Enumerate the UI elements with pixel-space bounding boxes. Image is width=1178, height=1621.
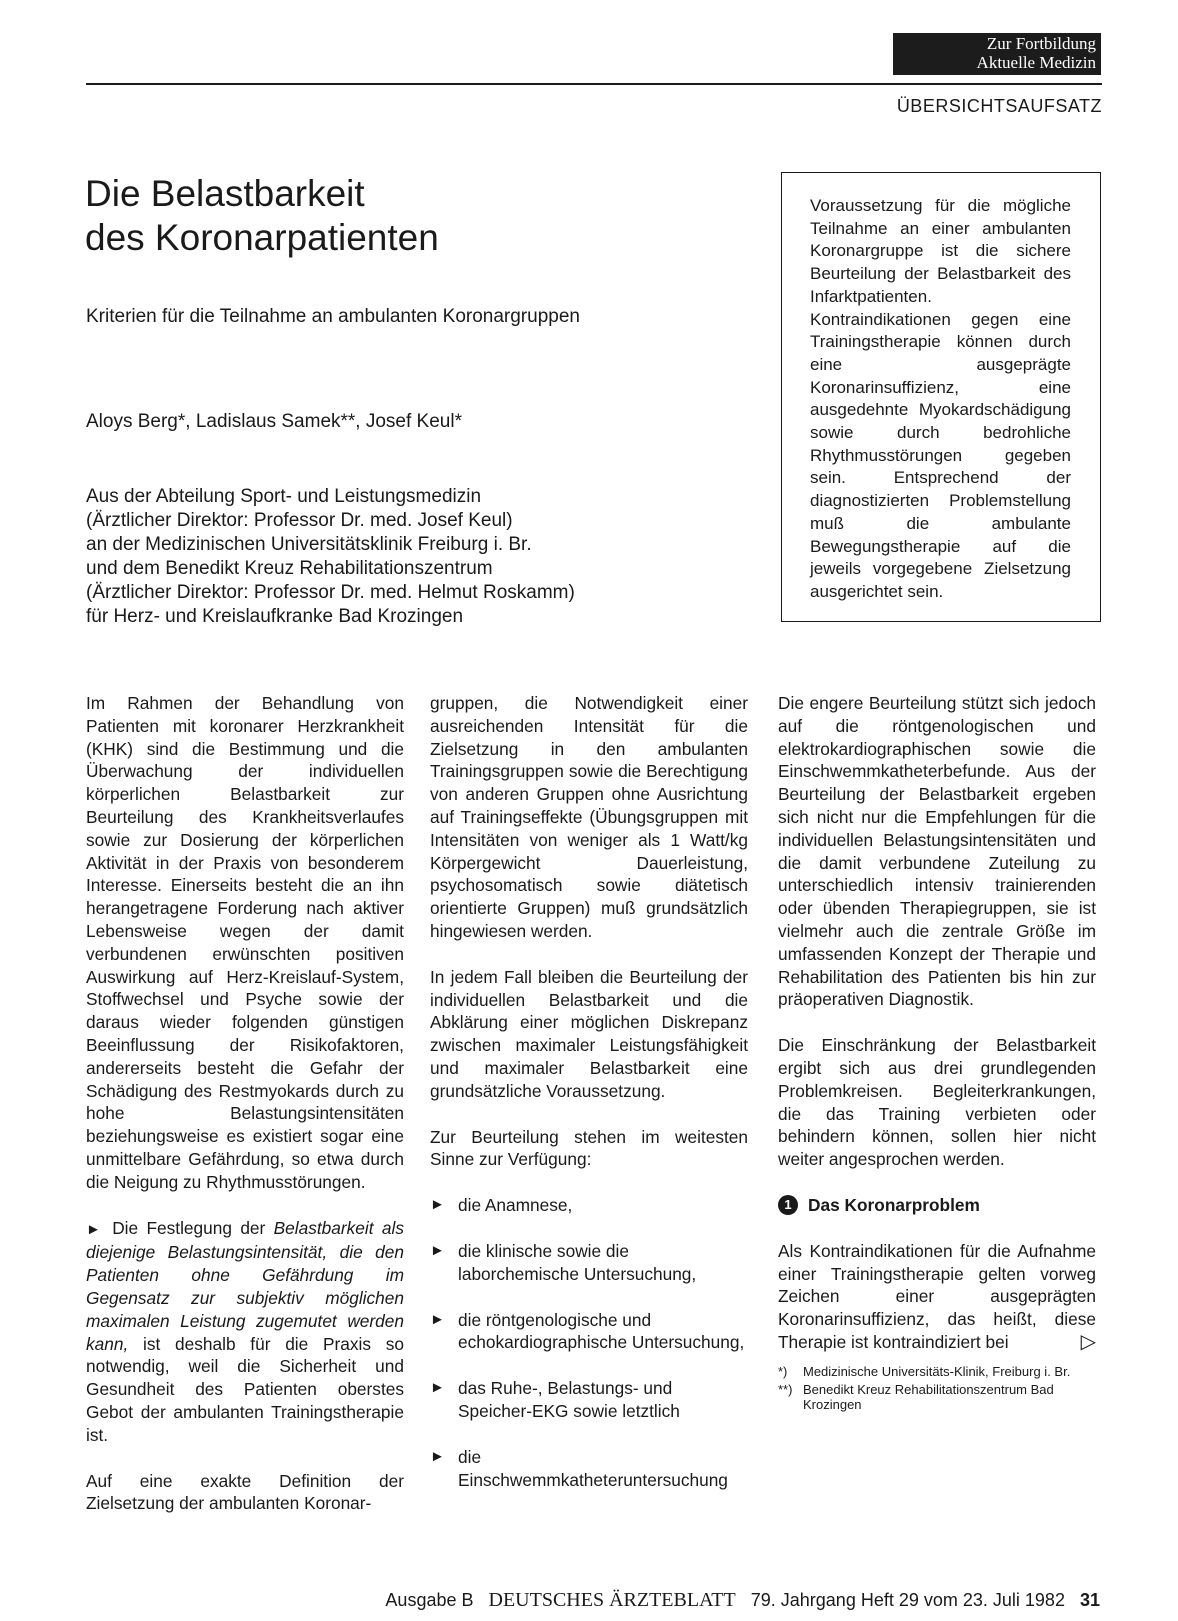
footnote-mark: *) (778, 1363, 788, 1379)
paragraph: Zur Beurteilung stehen im weitesten Sinne zur Verfügung: (430, 1126, 748, 1170)
page-footer (300, 1589, 1100, 1612)
section-heading-text: Das Koronarproblem (808, 1194, 980, 1215)
paragraph: Auf eine exakte Definition der Zielsetzung der ambulanten Koronar- (86, 1470, 404, 1514)
list-item-text: die röntgenologische und echokardiographische Untersuchung, (458, 1309, 745, 1353)
text-column-2 (430, 692, 748, 1491)
abstract-text: Voraussetzung für die mögliche Teilnahme an einer ambulanten Koronargruppe ist die sichere Beurteilung der Belastbarkeit des Infarktpatienten. Kontraindikationen gegen eine Trainingstherapie können durch eine ausgeprägte Koronarinsuffizienz, eine ausgedehnte Myokardschädigung sowie durch bedrohliche Rhythmusstörungen gegeben sein. Entsprechend der diagnostizierten Problemstellung muß die ambulante Bewegungstherapie auf die jeweils vorgegebene Zielsetzung ausgerichtet sein. (810, 196, 1071, 601)
section-tag-line-2: Aktuelle Medizin (976, 53, 1096, 72)
section-label: ÜBERSICHTSAUFSATZ (896, 96, 1102, 116)
paragraph: Im Rahmen der Behandlung von Patienten mit koronarer Herzkrankheit (KHK) sind die Bestimmung und die Überwachung der individuellen körperlichen Belastbarkeit zur Beurteilung des Krankheitsverlaufes sowie zur Dosierung der körperlichen Aktivität in der Praxis von besonderem Interesse. Einerseits besteht die an ihn herangetragene Forderung nach aktiver Lebensweise wegen der damit verbundenen erwünschten positiven Auswirkung auf Herz-Kreislauf-System, Stoffwechsel und Psyche sowie der daraus wieder folgenden günstigen Beeinflussung der Risikofaktoren, andererseits besteht die Gefahr der Schädigung des Restmyokards durch zu hohe Belastungsintensitäten beziehungsweise es existiert sogar eine unmittelbare Gefährdung, so etwa durch die Neigung zu Rhythmusstörungen. (86, 693, 404, 1192)
footer-edition: Ausgabe B (385, 1590, 474, 1610)
title-line-1: Die Belastbarkeit (85, 173, 365, 214)
affiliation-line: (Ärztlicher Direktor: Professor Dr. med. Helmut Roskamm) (86, 582, 575, 603)
text-column-3 (778, 692, 1096, 1415)
section-tag-line-1: Zur Fortbildung (986, 34, 1096, 53)
paragraph: Die Einschränkung der Belastbarkeit ergibt sich aus drei grundlegenden Problemkreisen. Begleiterkrankungen, die das Training verbieten oder behindern können, sollen hier nicht weiter angesprochen werden. (778, 1035, 1096, 1170)
section-number-icon: 1 (778, 1195, 798, 1215)
title-line-2: des Koronarpatienten (85, 217, 439, 258)
paragraph: In jedem Fall bleiben die Beurteilung der individuellen Belastbarkeit und die Abklärung einer möglichen Diskrepanz zwischen maximaler Leistungsfähigkeit und maximaler Belastbarkeit eine grundsätzliche Voraussetzung. (430, 966, 748, 1101)
footnote-text: Benedikt Kreuz Rehabilitationszentrum Bad Krozingen (803, 1381, 1054, 1412)
list-item (430, 1309, 748, 1355)
list-item-text: die Einschwemmkatheteruntersuchung (458, 1446, 728, 1490)
footnotes (778, 1364, 1096, 1412)
arrow-right-icon: ► (430, 1241, 445, 1259)
paragraph-text: ist deshalb für die Praxis so notwendig, weil die Sicherheit und Gesundheit des Patienten oberstes Gebot der ambulanten Trainingstherapie ist. (86, 1333, 404, 1445)
list-item-text: die klinische sowie die laborchemische Untersuchung, (458, 1240, 697, 1284)
list-item (430, 1240, 748, 1286)
affiliation-line: an der Medizinischen Universitätsklinik Freiburg i. Br. (86, 534, 532, 555)
arrow-right-icon: ► (86, 1220, 101, 1238)
affiliation-line: Aus der Abteilung Sport- und Leistungsmedizin (86, 486, 482, 507)
paragraph-definition (86, 1217, 404, 1447)
paragraph-text: Die Festlegung der (112, 1217, 274, 1238)
list-item-text: das Ruhe-, Belastungs- und Speicher-EKG sowie letztlich (458, 1378, 680, 1421)
paragraph: Die engere Beurteilung stützt sich jedoch auf die röntgenologischen und elektrokardiographischen sowie die Einschwemmkatheterbefunde. Aus der Beurteilung der Belastbarkeit ergeben sich nicht nur die Empfehlungen für die individuellen Belastungsintensitäten und die damit verbundene Zuteilung zu unterschiedlich intensiv trainierenden oder übenden Therapiegruppen, sie ist vielmehr auch die zentrale Größe im umfassenden Konzept der Therapie und Rehabilitation des Patienten bis hin zur präoperativen Diagnostik. (778, 693, 1096, 1010)
paragraph (778, 1240, 1096, 1354)
text-column-1 (86, 692, 404, 1538)
paragraph-text: Als Kontraindikationen für die Aufnahme einer Trainingstherapie gelten vorweg Zeichen einer ausgeprägten Koronarinsuffizienz, das heißt, diese Therapie ist kontraindiziert bei (778, 1240, 1096, 1352)
affiliation-line: für Herz- und Kreislaufkranke Bad Krozingen (86, 606, 464, 627)
footer-issue: 79. Jahrgang Heft 29 vom 23. Juli 1982 (750, 1590, 1065, 1610)
article-affiliation (86, 485, 575, 629)
list-item (430, 1194, 748, 1217)
continue-arrow-icon: ▷ (1080, 1330, 1096, 1353)
arrow-right-icon: ► (430, 1196, 445, 1214)
footnote (778, 1364, 1096, 1379)
footnote-mark: **) (778, 1381, 793, 1397)
definition-emphasis: Belastbarkeit als diejenige Belastungsintensität, die den Patienten ohne Gefährdung im Gegensatz zur subjektiv möglichen maximalen Leistung zugemutet werden kann, (86, 1217, 404, 1354)
abstract-box (781, 172, 1101, 622)
list-item-text: die Anamnese, (458, 1195, 573, 1216)
affiliation-line: (Ärztlicher Direktor: Professor Dr. med. Josef Keul) (86, 510, 513, 531)
article-title (85, 172, 439, 260)
page-number: 31 (1079, 1590, 1100, 1610)
footer-journal: DEUTSCHES ÄRZTEBLATT (488, 1589, 736, 1611)
list-item (430, 1377, 748, 1423)
article-subtitle: Kriterien für die Teilnahme an ambulanten Koronargruppen (86, 306, 580, 327)
list-item (430, 1446, 748, 1492)
footnote-text: Medizinische Universitäts-Klinik, Freiburg i. Br. (803, 1363, 1071, 1379)
arrow-right-icon: ► (430, 1379, 445, 1397)
assessment-list (430, 1194, 748, 1491)
footnote (778, 1382, 1096, 1412)
section-heading (778, 1194, 1096, 1217)
affiliation-line: und dem Benedikt Kreuz Rehabilitationszentrum (86, 558, 493, 579)
paragraph: gruppen, die Notwendigkeit einer ausreichenden Intensität für die Zielsetzung in den ambulanten Trainingsgruppen sowie die Berechtigung von anderen Gruppen ohne Ausrichtung auf Trainingseffekte (Übungsgruppen mit Intensitäten von weniger als 1 Watt/kg Körpergewicht Dauerleistung, psychosomatisch sowie diätetisch orientierte Gruppen) muß grundsätzlich hingewiesen werden. (430, 693, 748, 941)
article-authors: Aloys Berg*, Ladislaus Samek**, Josef Keul* (86, 411, 462, 432)
header-rule (86, 83, 1102, 85)
arrow-right-icon: ► (430, 1310, 445, 1328)
arrow-right-icon: ► (430, 1447, 445, 1465)
section-tag (893, 33, 1101, 75)
